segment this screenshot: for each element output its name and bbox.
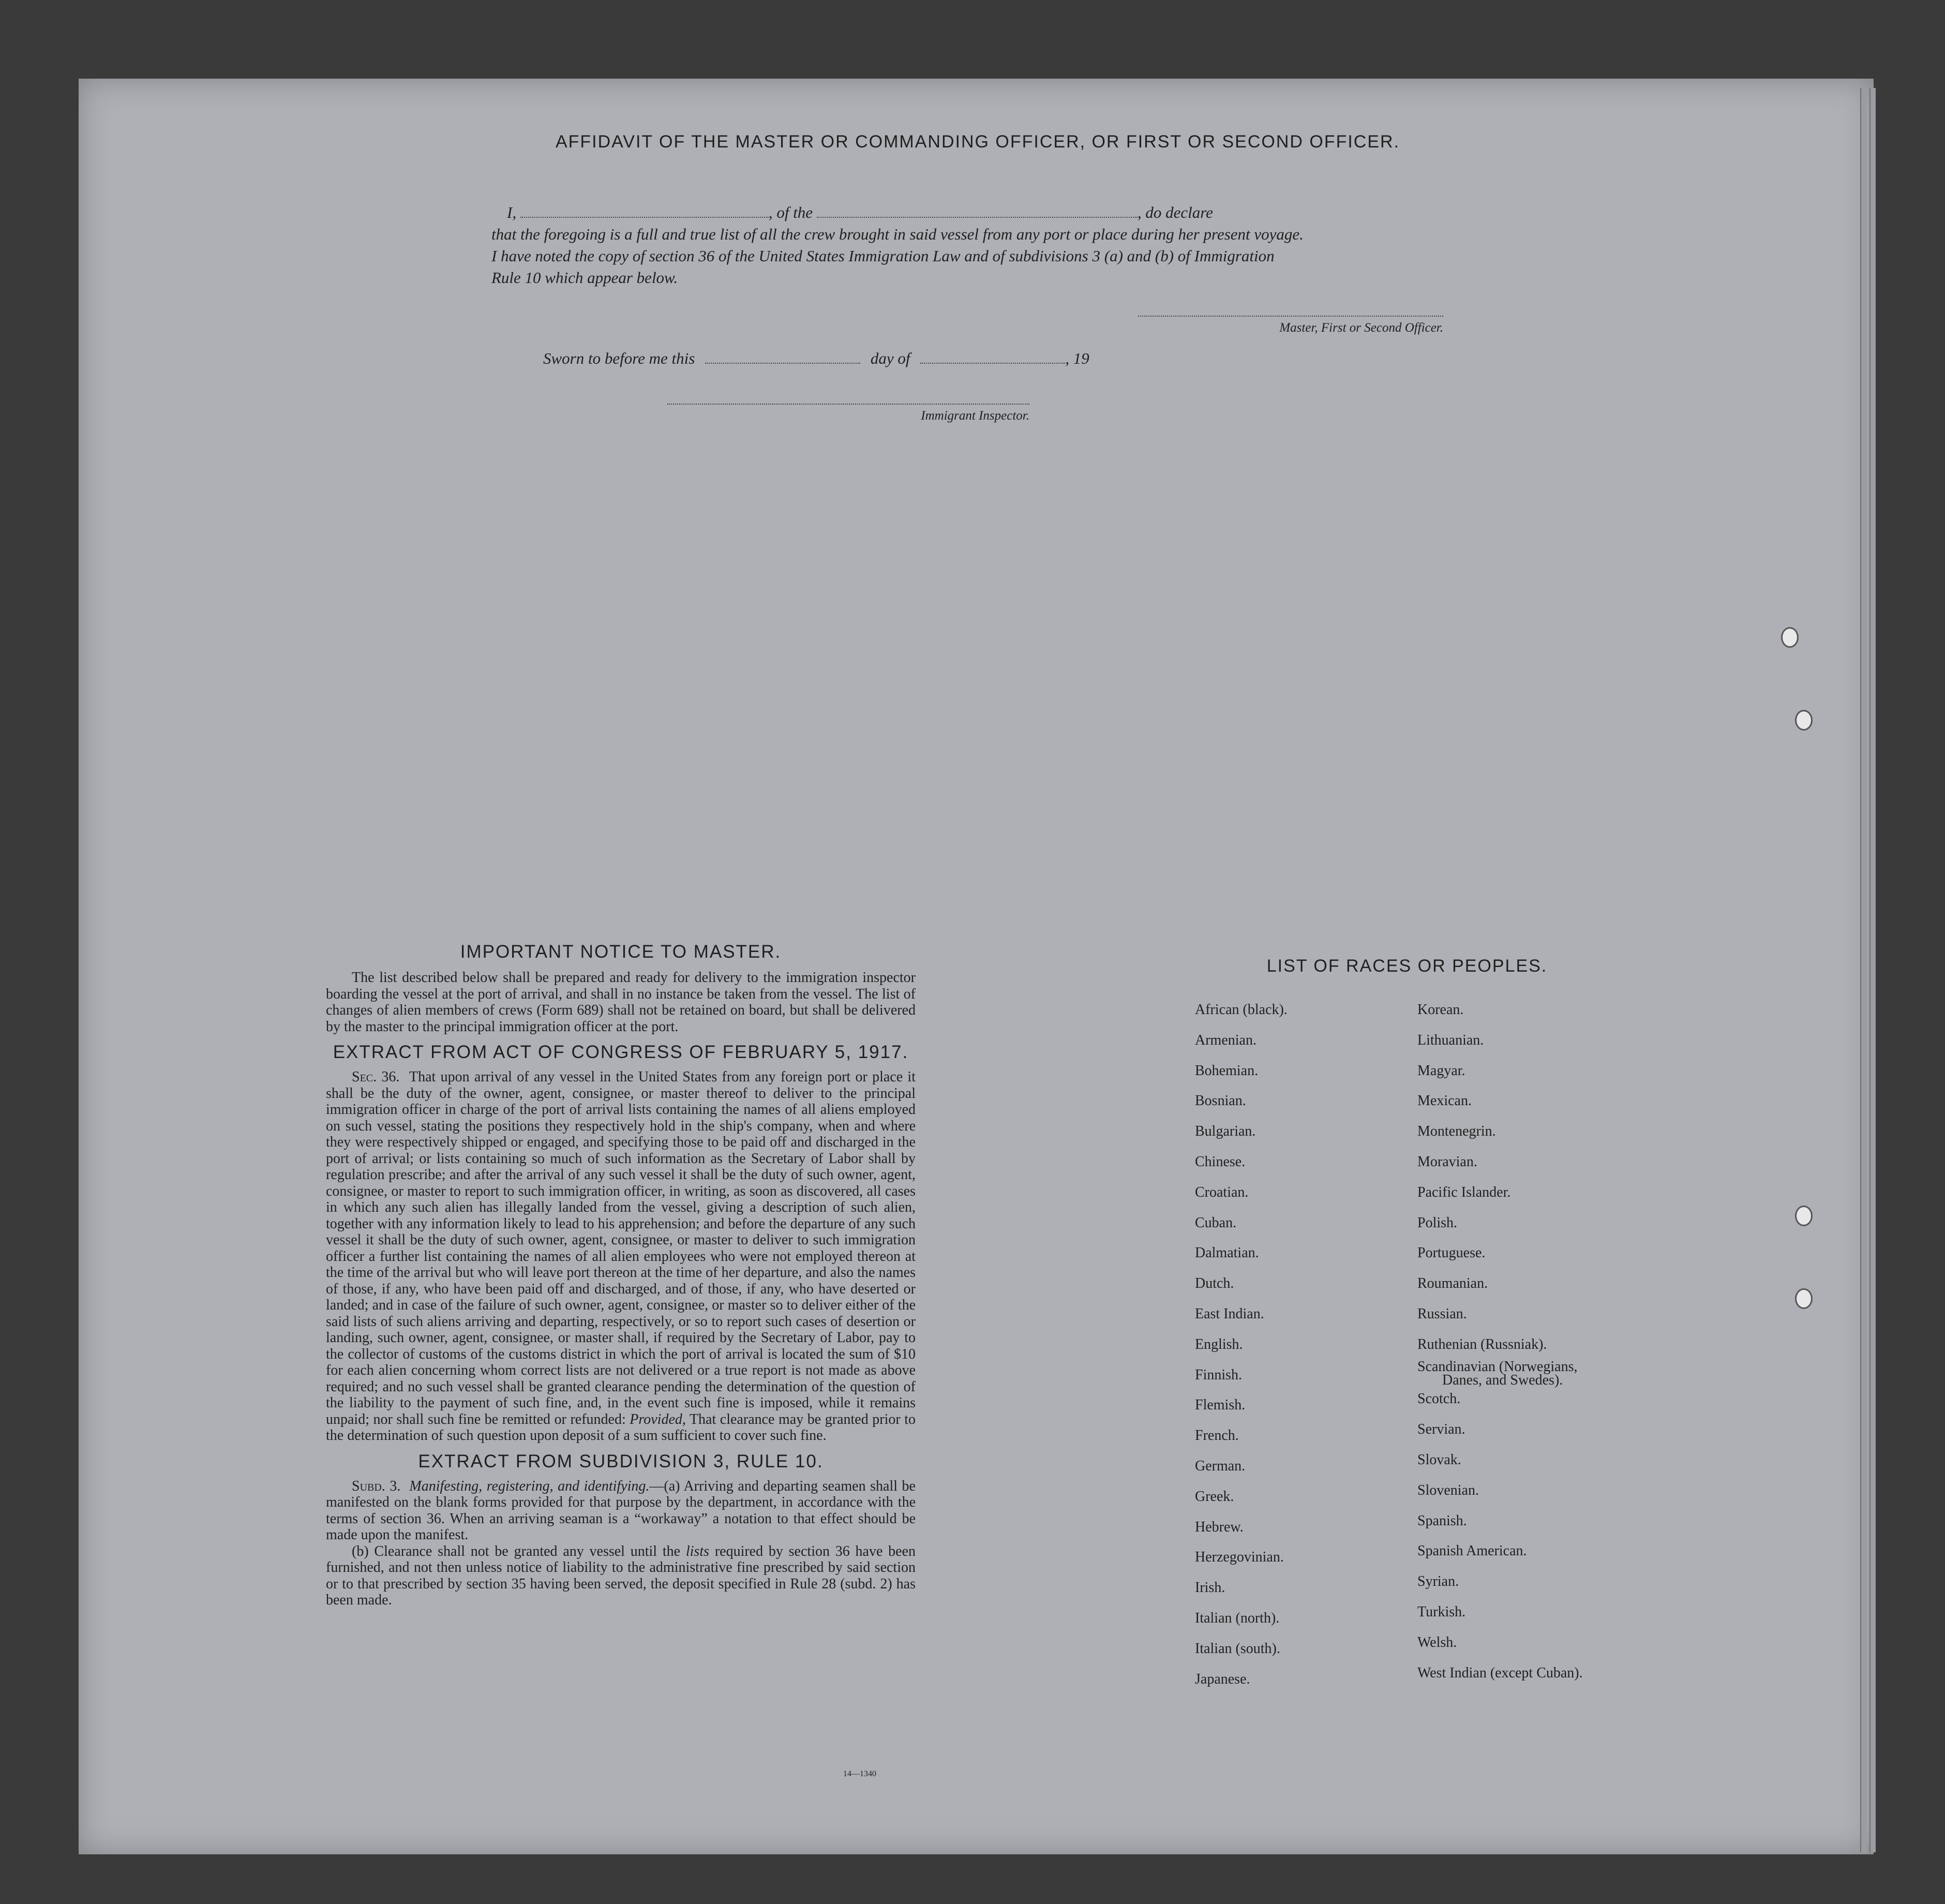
race-item: Scotch.: [1417, 1391, 1461, 1407]
declaration-line-2: that the foregoing is a full and true list of all the crew brought in said vessel from any port or place during her present voyage.: [491, 225, 1304, 243]
affidavit-declaration: [491, 202, 1464, 289]
form-number: 14—1340: [843, 1769, 876, 1778]
race-item: Chinese.: [1195, 1153, 1246, 1170]
rule-para-b-lists: lists: [685, 1543, 710, 1559]
race-item: Welsh.: [1417, 1634, 1457, 1650]
year-prefix: , 19: [1065, 349, 1089, 367]
notice-body: The list described below shall be prepared and ready for delivery to the immigration inspector boarding the vessel at the port of arrival, and shall in no instance be taken from the vessel. The list of changes of alien members of crews (Form 689) shall not be retained on board, but shall be delivered by the master to the principal immigration officer at the port.: [326, 970, 916, 1035]
section-label: Sec. 36.: [352, 1069, 400, 1085]
race-item: Russian.: [1417, 1305, 1467, 1322]
race-item: Hebrew.: [1195, 1519, 1244, 1535]
rule-para-b-lead: (b) Clearance shall not be granted any vessel until the: [352, 1543, 681, 1559]
declaration-i: I,: [507, 203, 517, 221]
races-column-1: [1195, 1001, 1288, 1701]
declaration-of-the: , of the: [768, 203, 813, 221]
races-column-2: [1417, 1001, 1583, 1694]
rule-para-b-rest: required by section 36 have been furnished, and not then unless notice of liability to the administrative fine prescribed by said section or to that prescribed by section 35 having been served, the deposit specified in Rule 28 (subd. 2) has been made.: [326, 1543, 916, 1608]
declaration-line-1: [491, 202, 1464, 224]
race-item: Croatian.: [1195, 1184, 1249, 1200]
race-item: Herzegovinian.: [1195, 1549, 1284, 1566]
inspector-signature-line[interactable]: [667, 404, 1029, 405]
binder-hole-icon: [1781, 627, 1799, 648]
subdivision-label: Subd. 3.: [352, 1478, 401, 1494]
race-item: Irish.: [1195, 1580, 1225, 1596]
race-item: Portuguese.: [1417, 1245, 1486, 1261]
notice-column: [326, 942, 916, 1609]
act-extract-title: EXTRACT FROM ACT OF CONGRESS OF FEBRUARY 5, 1917.: [333, 1042, 909, 1062]
master-signature-line[interactable]: [1138, 316, 1443, 317]
inspector-signature-label: Immigrant Inspector.: [921, 409, 1029, 423]
race-item: Korean.: [1417, 1002, 1464, 1018]
sworn-month-field[interactable]: [920, 350, 1065, 364]
race-item: Mexican.: [1417, 1093, 1472, 1109]
race-item: Japanese.: [1195, 1671, 1250, 1687]
act-body-main: That upon arrival of any vessel in the United States from any foreign port or place it shall be the duty of the owner, agent, consignee, or master thereof to deliver to the principal immigration officer in charge of the port of arrival lists containing the names of all aliens employed on such vessel, stating the positions they respectively hold in the ship's company, when and where they were respectively shipped or engaged, and specifying those to be paid off and discharged in the port of arrival; or lists containing so much of such information as the Secretary of Labor shall by regulation prescribe; and after the arrival of any such vessel it shall be the duty of such owner, agent, consignee, or master to report to such immigration officer, in writing, as soon as discovered, all cases in which any such alien has illegally landed from the vessel, giving a description of such alien, together with any information likely to lead to his apprehension; and before the departure of any such vessel it shall be the duty of such owner, agent, consignee, or master to deliver to such immigration officer a further list containing the names of all alien employees who were not employed thereon at the time of the arrival but who will leave port thereon at the time of her departure, and also the names of those, if any, who have been paid off and discharged, and of those, if any, who have deserted or landed; and in case of the failure of such owner, agent, consignee, or master so to deliver either of the said lists of such aliens arriving and departing, respectively, or so to report such cases of desertion or landing, such owner, agent, consignee, or master shall, if required by the Secretary of Labor, pay to the collector of customs of the customs district in which the port of arrival is located the sum of $10 for each alien concerning whom correct lists are not delivered or a true report is not made as above required; and no such vessel shall be granted clearance pending the determination of the question of the liability to the payment of such fine, and, in the event such fine is imposed, while it remains unpaid; nor shall such fine be remitted or refunded:: [326, 1069, 916, 1427]
binder-hole-icon: [1795, 710, 1813, 731]
race-item: [1417, 1360, 1583, 1391]
race-item: Servian.: [1417, 1421, 1465, 1438]
binder-hole-icon: [1795, 1206, 1813, 1226]
sworn-line: [543, 349, 1089, 368]
subdivision-heading: Manifesting, registering, and identifying.: [409, 1478, 650, 1494]
master-signature-label: Master, First or Second Officer.: [1279, 321, 1443, 335]
race-item: Armenian.: [1195, 1032, 1256, 1048]
race-item: Bosnian.: [1195, 1093, 1246, 1109]
act-extract-body: [326, 1069, 916, 1444]
rule-para-a-text: —(a) Arriving and departing seamen shall be manifested on the blank forms provided for that purpose by the department, in accordance with the terms of section 36. When an arriving seaman is a “workaway” a notation to that effect should be made upon the manifest.: [326, 1478, 916, 1543]
race-item: Polish.: [1417, 1214, 1458, 1231]
race-item: Spanish American.: [1417, 1543, 1527, 1559]
race-item: Slovenian.: [1417, 1482, 1479, 1498]
race-item: Finnish.: [1195, 1366, 1243, 1383]
notice-title: IMPORTANT NOTICE TO MASTER.: [460, 942, 782, 962]
act-body-proviso: That clearance may be granted prior to the determination of such question upon deposit of a sum sufficient to cover such fine.: [326, 1411, 916, 1444]
race-item: German.: [1195, 1457, 1246, 1474]
page-edge-strip: [1860, 88, 1866, 1852]
race-item: Italian (south).: [1195, 1640, 1280, 1657]
race-item: Roumanian.: [1417, 1275, 1488, 1292]
race-item: Cuban.: [1195, 1214, 1237, 1231]
race-item-continuation: Danes, and Swedes).: [1442, 1372, 1563, 1388]
race-item: Flemish.: [1195, 1397, 1246, 1414]
declaration-line-3: I have noted the copy of section 36 of the United States Immigration Law and of subdivisions 3 (a) and (b) of Immigration: [491, 247, 1275, 265]
day-of-text: day of: [870, 349, 910, 367]
race-item: Spanish.: [1417, 1512, 1467, 1529]
race-item: Lithuanian.: [1417, 1032, 1484, 1048]
page-edge-strip: [1869, 88, 1876, 1852]
race-item: Greek.: [1195, 1488, 1234, 1505]
rule-para-a: [326, 1478, 916, 1543]
affidavit-title: AFFIDAVIT OF THE MASTER OR COMMANDING OFFICER, OR FIRST OR SECOND OFFICER.: [555, 132, 1400, 152]
race-item: Turkish.: [1417, 1603, 1466, 1620]
name-field[interactable]: [520, 204, 769, 218]
master-signature-block: [1138, 316, 1443, 335]
race-item: Ruthenian (Russniak).: [1417, 1336, 1547, 1352]
races-title: LIST OF RACES OR PEOPLES.: [1266, 956, 1548, 976]
race-item: Bohemian.: [1195, 1062, 1259, 1079]
sworn-day-field[interactable]: [705, 350, 860, 364]
race-item: African (black).: [1195, 1002, 1288, 1018]
race-item: West Indian (except Cuban).: [1417, 1664, 1583, 1681]
race-item: Dutch.: [1195, 1275, 1234, 1292]
rule-para-b: [326, 1543, 916, 1609]
race-item: Bulgarian.: [1195, 1123, 1256, 1140]
rule-extract-title: EXTRACT FROM SUBDIVISION 3, RULE 10.: [418, 1451, 824, 1471]
declaration-line-4: Rule 10 which appear below.: [491, 269, 678, 287]
race-item: Magyar.: [1417, 1062, 1465, 1079]
race-item: Montenegrin.: [1417, 1123, 1496, 1140]
declaration-do-declare: , do declare: [1137, 203, 1213, 221]
race-item: Italian (north).: [1195, 1610, 1280, 1626]
race-item: English.: [1195, 1336, 1243, 1352]
race-item: Slovak.: [1417, 1451, 1461, 1468]
race-item-line: Scandinavian (Norwegians,: [1417, 1358, 1578, 1375]
race-item: Pacific Islander.: [1417, 1184, 1511, 1200]
race-item: French.: [1195, 1427, 1239, 1444]
race-item: Moravian.: [1417, 1153, 1477, 1170]
race-item: East Indian.: [1195, 1305, 1264, 1322]
race-item: Dalmatian.: [1195, 1245, 1259, 1261]
vessel-field[interactable]: [817, 204, 1138, 218]
provided-word: Provided,: [630, 1411, 686, 1427]
race-item: Syrian.: [1417, 1573, 1459, 1590]
sworn-text: Sworn to before me this: [543, 349, 695, 367]
binder-hole-icon: [1795, 1288, 1813, 1309]
inspector-signature-block: [667, 404, 1029, 423]
